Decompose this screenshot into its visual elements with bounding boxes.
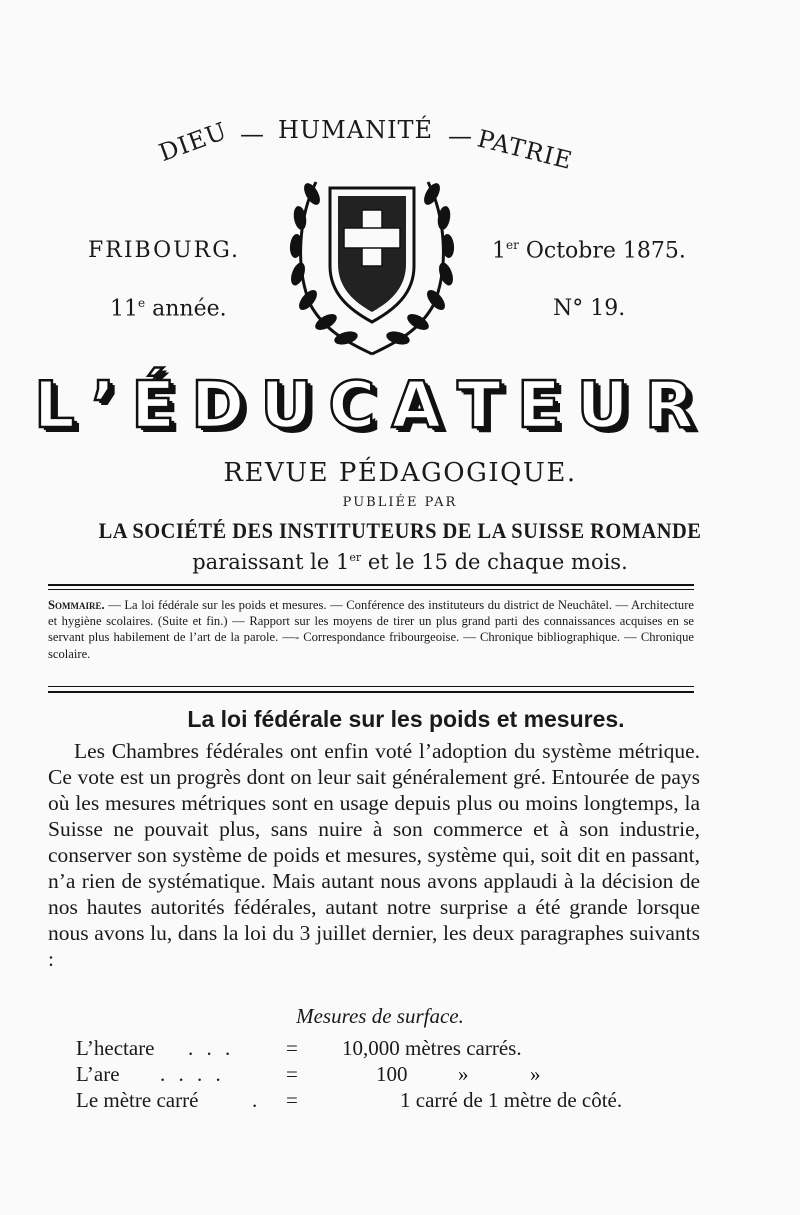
divider-top-2 xyxy=(48,589,694,590)
header-year xyxy=(110,296,227,321)
summary-box xyxy=(48,597,694,662)
motto-right: PATRIE xyxy=(474,124,576,176)
measure-equals: = xyxy=(286,1036,298,1060)
measure-equals: = xyxy=(286,1062,298,1086)
title-letter: C xyxy=(328,369,376,443)
summary-text: — La loi fédérale sur les poids et mesures. — Conférence des instituteurs du district de Neuchâtel. — Architecture et hygiène scolaires. (Suite et fin.) — Rapport sur les moyens de tirer un plus grand parti des connaissances acquises en se servant plus habilement de l’art de la parole. —- Correspondance fribourgeoise. — Chronique bibliographique. — Chronique scolaire. xyxy=(48,598,694,661)
measure-dots: . . . xyxy=(188,1036,235,1060)
divider-bottom-2 xyxy=(48,691,694,693)
measure-equals: = xyxy=(286,1088,298,1112)
title-letter: T xyxy=(457,369,501,443)
header-year-sup: e xyxy=(138,296,146,310)
header-date-rest: Octobre 1875. xyxy=(525,238,686,264)
header-year-num: 11 xyxy=(110,296,138,322)
header-date-num: 1 xyxy=(492,238,506,264)
measure-value: 1 carré de 1 mètre de côté. xyxy=(400,1088,623,1112)
title-letter: É xyxy=(131,369,175,443)
header-date xyxy=(492,238,686,263)
header-year-rest: année. xyxy=(152,296,227,322)
measure-row xyxy=(76,1088,696,1114)
title-letter: D xyxy=(191,369,245,443)
society-name: LA SOCIÉTÉ DES INSTITUTEURS DE LA SUISSE ROMANDE xyxy=(98,518,702,543)
motto-center: HUMANITÉ xyxy=(278,116,434,144)
measure-name: Le mètre carré xyxy=(76,1088,199,1112)
measure-name: L’hectare xyxy=(76,1036,155,1060)
title-letter: R xyxy=(644,369,694,443)
measures-heading: Mesures de surface. xyxy=(296,1004,464,1028)
divider-bottom-1 xyxy=(48,686,694,687)
measure-name: L’are xyxy=(76,1062,120,1086)
title-letter: U xyxy=(260,369,313,443)
subtitle: REVUE PÉDAGOGIQUE. xyxy=(223,458,577,488)
measure-ditto: » xyxy=(530,1062,541,1086)
measure-value: 10,000 mètres carrés. xyxy=(342,1036,522,1060)
frequency-a: paraissant le 1 xyxy=(192,550,350,574)
title-letter: A xyxy=(391,369,441,443)
title-letter: E xyxy=(516,369,561,443)
motto-dash-2: — xyxy=(448,122,473,150)
frequency-b: et le 15 de chaque mois. xyxy=(367,550,628,574)
title-letter: ’ xyxy=(90,369,116,443)
measure-row xyxy=(76,1062,696,1088)
measure-ditto: » xyxy=(458,1062,469,1086)
header-issue: N° 19. xyxy=(553,296,626,321)
article-title: La loi fédérale sur les poids et mesures. xyxy=(187,706,625,732)
measure-dots: . xyxy=(252,1088,258,1112)
title-letter: L xyxy=(34,369,75,443)
measure-dots: . . . . xyxy=(160,1062,225,1086)
header-city: FRIBOURG. xyxy=(88,238,241,263)
summary-label: Sommaire. xyxy=(48,598,105,612)
frequency-line xyxy=(0,550,800,574)
measure-row xyxy=(76,1036,696,1062)
published-by: PUBLIÉE PAR xyxy=(342,495,458,510)
motto-dash-1: — xyxy=(240,120,265,148)
divider-top-1 xyxy=(48,584,694,586)
article-paragraph: Les Chambres fédérales ont enfin voté l’adoption du système métrique. Ce vote est un progrès dont on leur sait généralement gré. Entourée de pays où les mesures métriques sont en usage depuis plus ou moins longtemps, la Suisse ne pouvait plus, sans nuire à son commerce et à son industrie, conserver son système de poids et mesures, système qui, soit dit en passant, n’a rien de systématique. Mais autant nous avons applaudi à la décision de nos hautes autorités fédérales, autant notre surprise a été grande lorsque nous avons lu, dans la loi du 3 juillet dernier, les deux paragraphes suivants : xyxy=(48,739,700,971)
frequency-sup: er xyxy=(349,551,362,564)
motto-left: DIEU xyxy=(155,116,232,168)
header-date-sup: er xyxy=(506,238,519,252)
title-letter: U xyxy=(576,369,629,443)
masthead-title xyxy=(34,366,694,446)
swiss-crest-emblem xyxy=(286,174,458,358)
measure-value: 100 xyxy=(376,1062,408,1086)
